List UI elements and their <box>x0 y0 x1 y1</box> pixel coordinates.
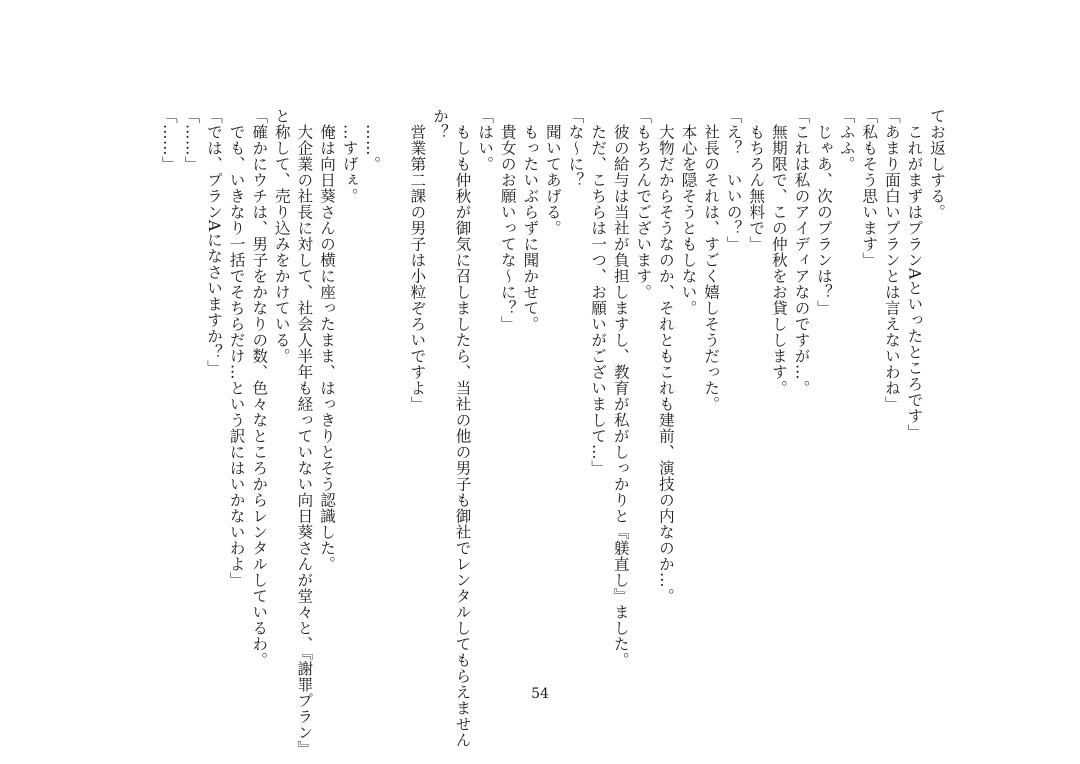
text-line: 大物だからそうなのか、それともこれも建前、演技の内なのか…。 <box>656 108 675 604</box>
text-line: 大企業の社長に対して、社会人半年も経っていない向日葵さんが堂々と、『謝罪プラン』 <box>295 108 314 757</box>
text-line: これがまずはプランAといったところです」 <box>905 108 924 440</box>
text-line: ……。 <box>363 108 382 172</box>
page-number: 54 <box>531 686 549 702</box>
text-line: 営業第二課の男子は小粒ぞろいですよ」 <box>408 108 427 412</box>
text-line <box>383 108 406 668</box>
text-line: 俺は向日葵さんの横に座ったまま、はっきりとそう認識した。 <box>317 108 336 572</box>
text-line: もちろん無料で」 <box>747 108 766 252</box>
text-line: 「はい。 <box>476 108 495 172</box>
text-line: 彼の給与は当社が負担しますし、教育が私がしっかりと『躾直し』ました。 <box>611 108 630 668</box>
text-line: 「な〜に？ <box>566 108 585 188</box>
text-line: てお返しする。 <box>928 108 946 220</box>
text-line: 「え？ いいの？」 <box>724 108 743 252</box>
text-line: でも、いきなり一括でそちらだけ…という訳にはいかないわよ」 <box>227 108 246 588</box>
text-line: …すげぇ。 <box>340 108 359 204</box>
text-line: ただ、こちらは一つ、お願いがございまして…」 <box>589 108 608 476</box>
text-line: 「ふふ。 <box>837 108 856 172</box>
text-line: 「確かにウチは、男子をかなりの数、色々なところからレンタルしているわ。 <box>250 108 269 668</box>
text-line: 本心を隠そうともしない。 <box>679 108 698 316</box>
text-line: じゃあ、次のプランは？」 <box>815 108 834 316</box>
text-line: もしも仲秋が御気に召しましたら、当社の他の男子も御社でレンタルしてもらえません <box>453 108 472 748</box>
text-line: 「……」 <box>159 108 178 172</box>
text-line: 社長のそれは、すごく嬉しそうだった。 <box>702 108 721 412</box>
text-line: か？ <box>430 108 449 140</box>
text-line: 「私もそう思います」 <box>860 108 879 268</box>
text-line: 無期限で、この仲秋をお貸しします。 <box>769 108 788 396</box>
text-line: 貴女のお願いってな〜に？」 <box>498 108 517 332</box>
text-line: 「これは私のアイディアなのですが…。 <box>792 108 811 396</box>
text-line: 「もちろんでございます。 <box>634 108 653 300</box>
text-line: 聞いてあげる。 <box>543 108 562 236</box>
text-line: 「……」 <box>182 108 201 172</box>
text-line: 「では、プランAになさいますか？」 <box>205 108 223 376</box>
text-line: 「あまり面白いプランとは言えないわね」 <box>882 108 901 412</box>
text-line: もったいぶらずに聞かせて。 <box>521 108 540 332</box>
text-line: と称して、売り込みをかけている。 <box>272 108 291 364</box>
